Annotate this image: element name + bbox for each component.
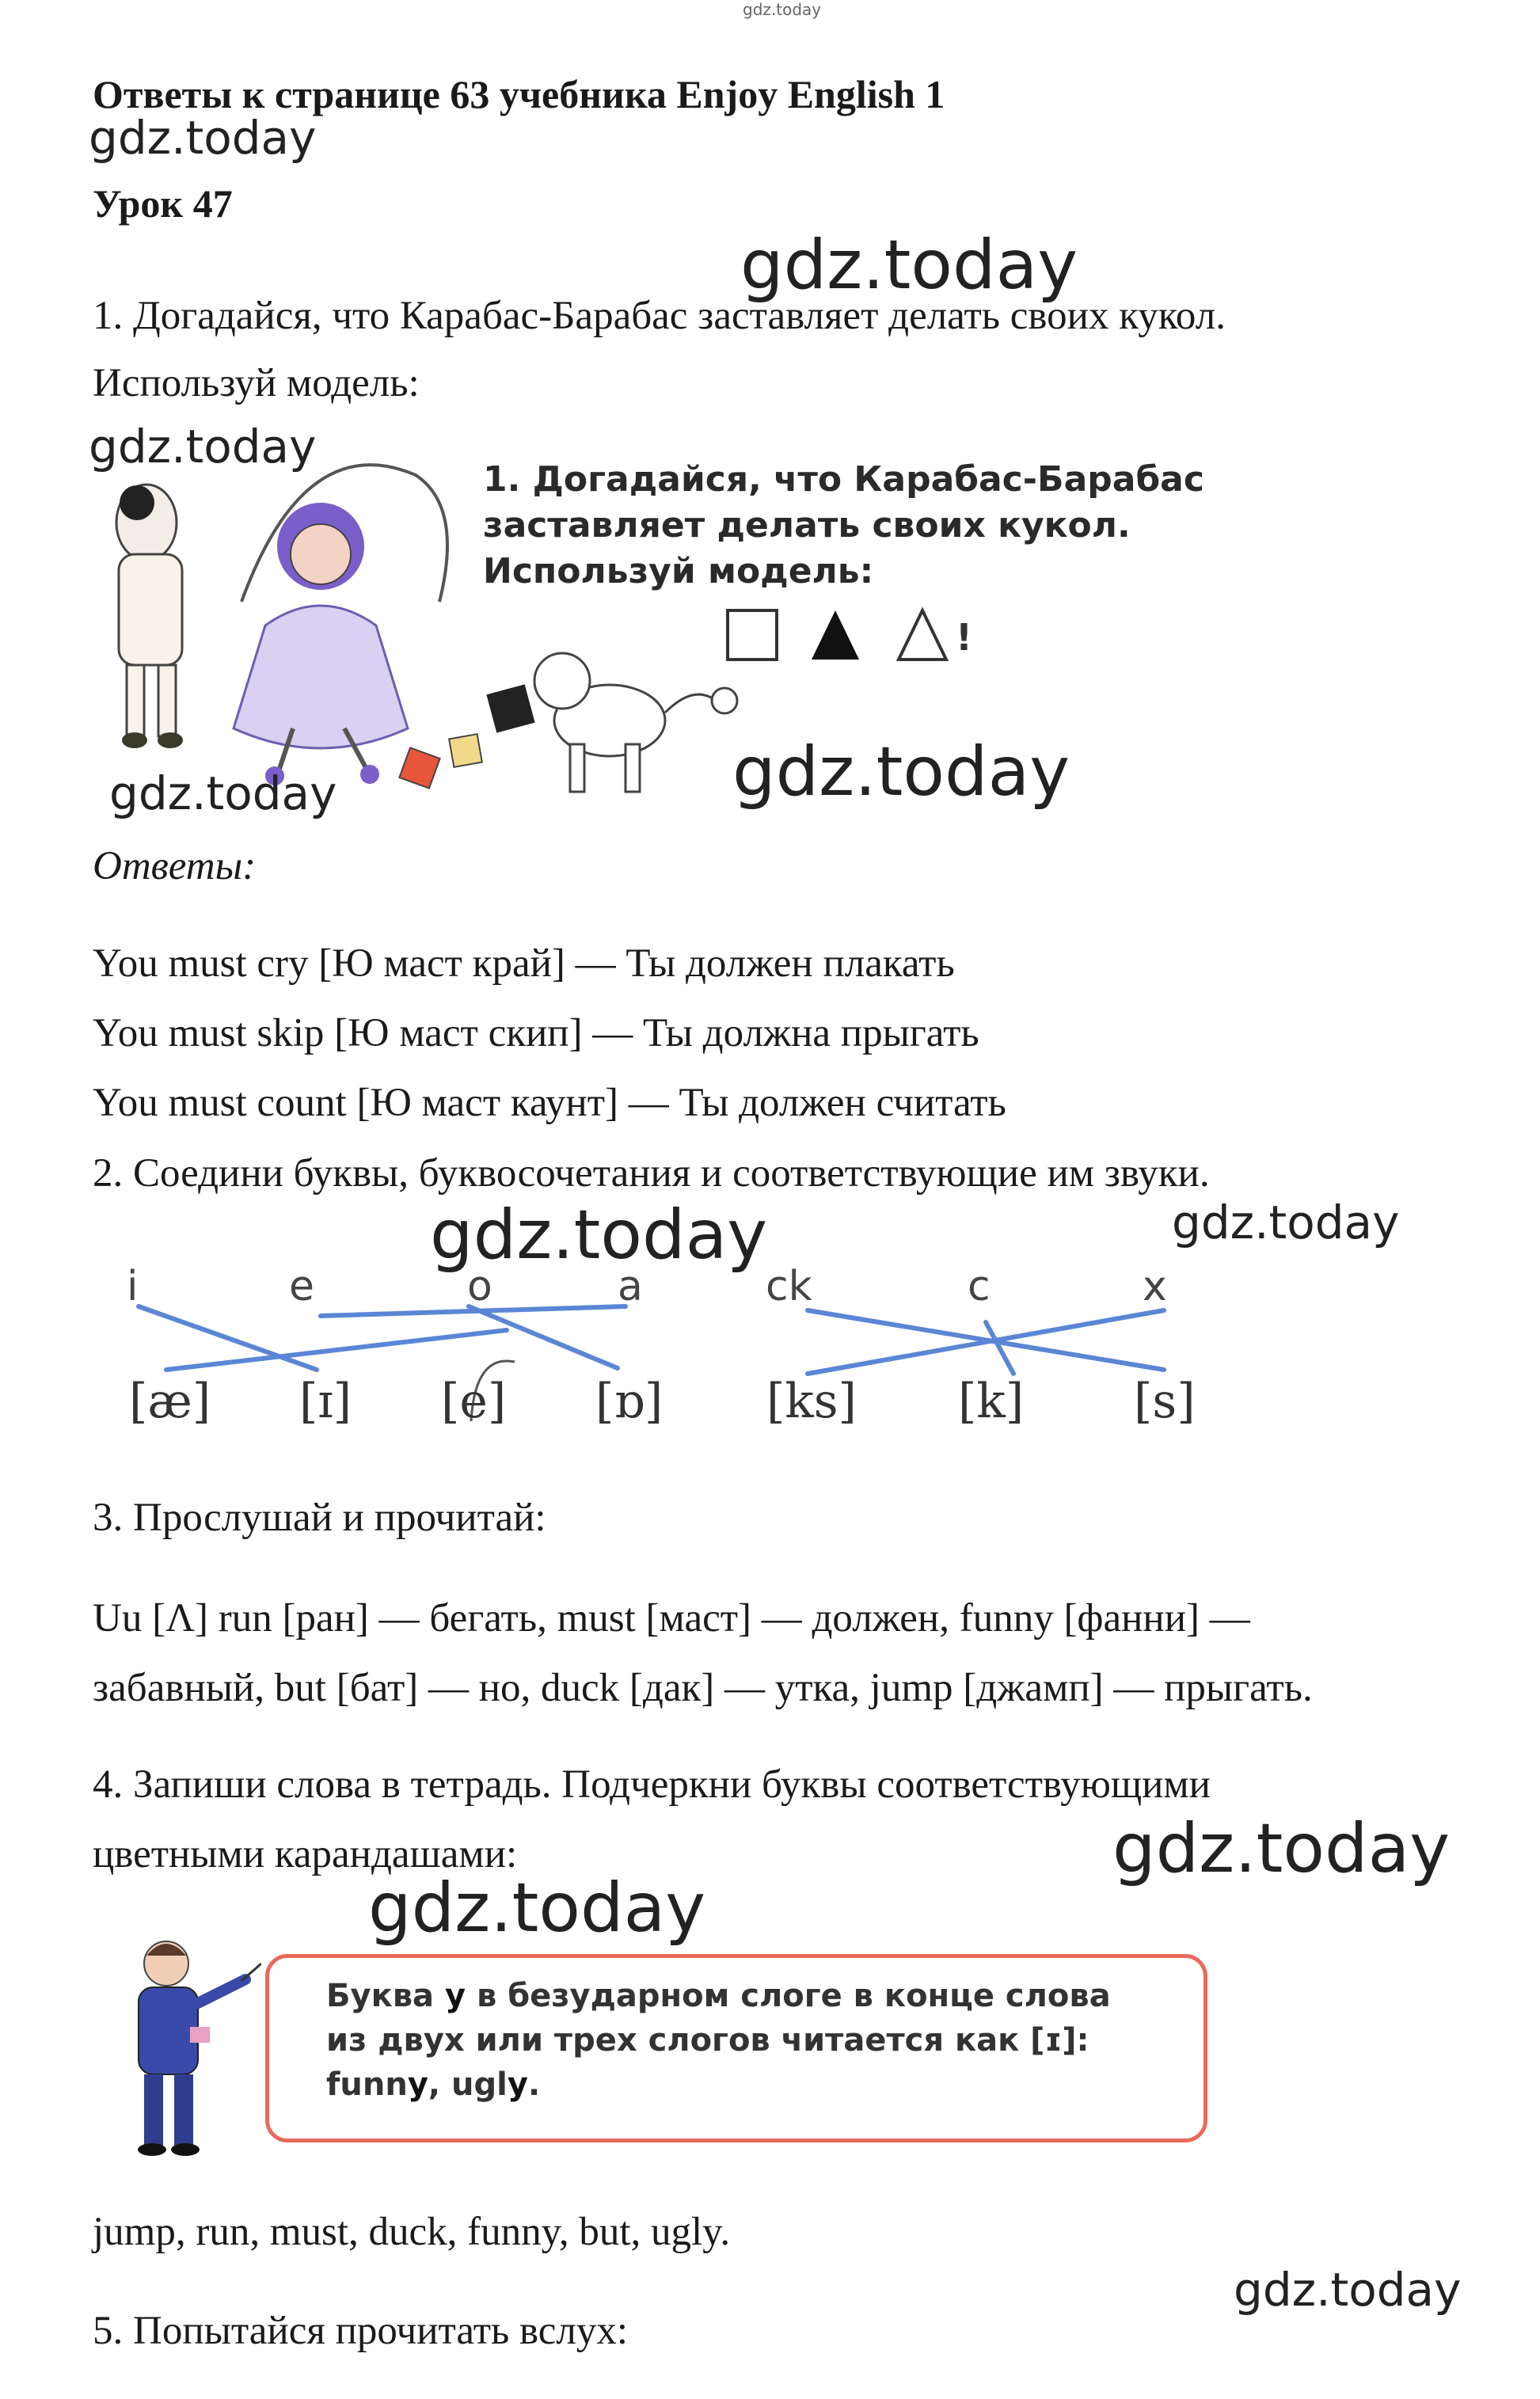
task2-text: 2. Соедини буквы, буквосочетания и соответствующие им звуки. xyxy=(93,1151,1210,1196)
answer-line: You must cry [Ю маст край] — Ты должен плакать xyxy=(93,941,955,986)
watermark: gdz.today xyxy=(1172,1196,1400,1249)
task4-text: 4. Запиши слова в тетрадь. Подчеркни буквы соответствующими xyxy=(93,1762,1211,1807)
watermark: gdz.today xyxy=(740,226,1078,305)
teacher-illustration xyxy=(111,1932,261,2161)
rule-fragment: funn xyxy=(326,2066,408,2103)
match-line xyxy=(986,1322,1013,1374)
letter-c: c xyxy=(968,1263,991,1310)
matching-lines xyxy=(0,1298,1540,1386)
letter-a: a xyxy=(618,1263,643,1310)
sound-ae: [æ] xyxy=(129,1374,211,1429)
cube-icon xyxy=(449,734,482,767)
task4-text-line2: цветными карандашами: xyxy=(93,1832,518,1876)
task3-text: 3. Прослушай и прочитай: xyxy=(93,1496,546,1540)
sound-ks: [ks] xyxy=(766,1374,857,1429)
task4-words: jump, run, must, duck, funny, but, ugly. xyxy=(93,2210,731,2254)
sound-e: [e] xyxy=(441,1374,507,1429)
task3-line: Uu [Λ] run [ран] — бегать, must [маст] — должен, funny [фанни] — xyxy=(93,1596,1250,1641)
letter-o: o xyxy=(467,1263,492,1310)
rule-line: из двух или трех слогов читается как [ɪ]: xyxy=(326,2022,1089,2059)
cube-icon xyxy=(399,747,439,788)
answer-line: You must skip [Ю маст скип] — Ты должна прыгать xyxy=(93,1011,979,1055)
rule-line xyxy=(326,2063,1111,2107)
task3-line: забавный, but [бат] — но, duck [дак] — утка, jump [джамп] — прыгать. xyxy=(93,1666,1313,1710)
book-excerpt xyxy=(483,457,1204,595)
model-shapes xyxy=(724,606,986,669)
rule-fragment: Буква xyxy=(326,1978,445,2014)
task1-text-line2: Используй модель: xyxy=(93,361,420,405)
rule-fragment: в безударном слоге в конце слова xyxy=(466,1978,1111,2014)
rule-text xyxy=(326,1974,1111,2107)
watermark: gdz.today xyxy=(89,111,317,165)
sound-k: [k] xyxy=(958,1374,1025,1429)
letter-i: i xyxy=(127,1263,139,1310)
sound-i: [ɪ] xyxy=(299,1374,352,1429)
sound-s: [s] xyxy=(1134,1374,1196,1429)
watermark: gdz.today xyxy=(1234,2263,1462,2317)
letter-x: x xyxy=(1143,1263,1167,1310)
answers-label: Ответы: xyxy=(93,844,257,888)
sound-o: [ɒ] xyxy=(595,1374,664,1429)
lesson-heading: Урок 47 xyxy=(93,181,233,226)
filled-triangle-icon xyxy=(812,610,859,660)
square-icon xyxy=(728,610,777,660)
book-line: Используй модель: xyxy=(483,551,874,591)
watermark: gdz.today xyxy=(430,1196,768,1275)
book-line: 1. Догадайся, что Карабас-Барабас xyxy=(483,459,1204,500)
rule-fragment: . xyxy=(527,2066,541,2103)
letter-ck: ck xyxy=(766,1263,812,1310)
answer-line: You must count [Ю маст каунт] — Ты должен считать xyxy=(93,1081,1006,1125)
book-line: заставляет делать своих кукол. xyxy=(483,505,1131,546)
watermark: gdz.today xyxy=(368,1869,706,1948)
watermark: gdz.today xyxy=(1112,1809,1451,1888)
watermark: gdz.today xyxy=(732,732,1070,812)
rule-letter-y: y xyxy=(507,2066,528,2103)
task5-text: 5. Попытайся прочитать вслух: xyxy=(93,2309,629,2353)
rule-letter-y: y xyxy=(444,1978,466,2014)
watermark: gdz.today xyxy=(109,766,337,820)
rule-line xyxy=(326,1974,1111,2018)
exclamation-mark: ! xyxy=(956,616,972,659)
watermark: gdz.today xyxy=(89,420,317,473)
rule-letter-y: y xyxy=(407,2066,428,2103)
task1-text: 1. Догадайся, что Карабас-Барабас заставляет делать своих кукол. xyxy=(93,294,1226,338)
letter-e: e xyxy=(289,1263,314,1310)
top-watermark: gdz.today xyxy=(743,0,822,19)
outline-triangle-icon xyxy=(899,610,946,660)
page-title: Ответы к странице 63 учебника Enjoy English 1 xyxy=(93,72,945,116)
poodle-illustration xyxy=(372,633,768,816)
rule-fragment: , ugl xyxy=(428,2066,508,2103)
